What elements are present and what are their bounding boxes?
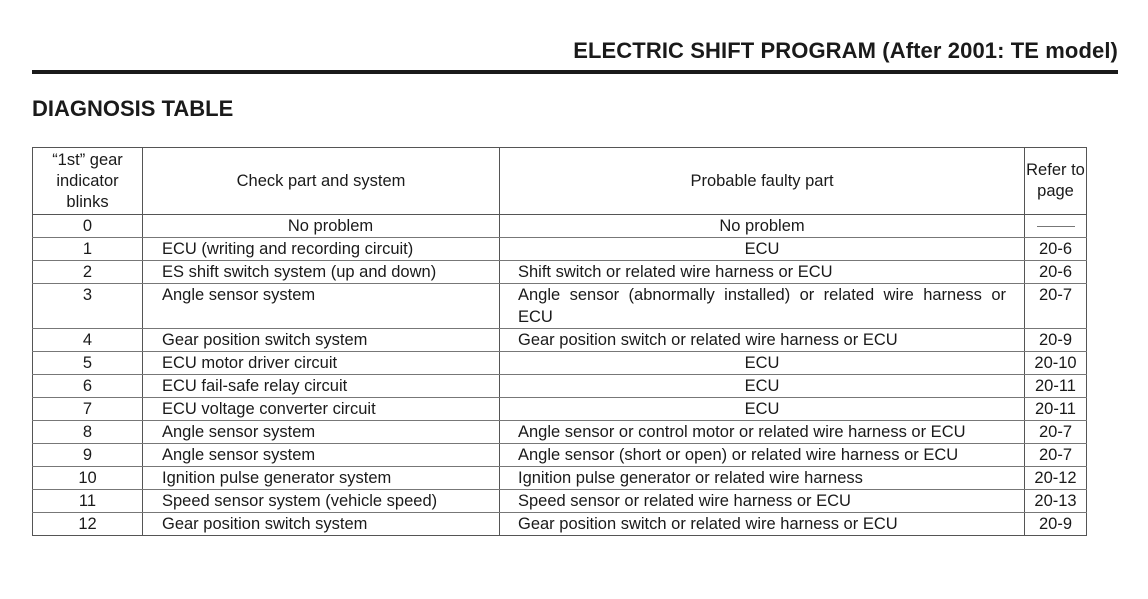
- table-row: [33, 398, 1087, 421]
- refer-page: 20-11: [1025, 398, 1087, 421]
- blink-count: 9: [33, 444, 143, 467]
- blink-count: 11: [33, 490, 143, 513]
- check-part: ECU (writing and recording circuit): [143, 238, 500, 261]
- refer-page: 20-6: [1025, 261, 1087, 284]
- blink-count: 7: [33, 398, 143, 421]
- faulty-part: ECU: [500, 398, 1025, 421]
- table-row: [33, 352, 1087, 375]
- table-row: [33, 284, 1087, 329]
- refer-page: 20-7: [1025, 421, 1087, 444]
- refer-page: 20-10: [1025, 352, 1087, 375]
- table-row: [33, 215, 1087, 238]
- faulty-part: Gear position switch or related wire harness or ECU: [500, 513, 1025, 536]
- blink-count: 0: [33, 215, 143, 238]
- check-part: Gear position switch system: [143, 513, 500, 536]
- check-part: Angle sensor system: [143, 444, 500, 467]
- check-part: ECU fail-safe relay circuit: [143, 375, 500, 398]
- refer-page: 20-11: [1025, 375, 1087, 398]
- blink-count: 8: [33, 421, 143, 444]
- diagnosis-table: [32, 147, 1087, 536]
- refer-page: 20-13: [1025, 490, 1087, 513]
- col-header-page: Refer to page: [1025, 148, 1087, 215]
- check-part: No problem: [143, 215, 500, 238]
- refer-page: 20-9: [1025, 513, 1087, 536]
- page-header-title: ELECTRIC SHIFT PROGRAM (After 2001: TE model): [573, 38, 1118, 63]
- col-header-blinks: “1st” gear indicator blinks: [33, 148, 143, 215]
- check-part: ES shift switch system (up and down): [143, 261, 500, 284]
- refer-page: 20-9: [1025, 329, 1087, 352]
- table-row: [33, 490, 1087, 513]
- faulty-part: Shift switch or related wire harness or ECU: [500, 261, 1025, 284]
- faulty-part: Speed sensor or related wire harness or ECU: [500, 490, 1025, 513]
- check-part: Angle sensor system: [143, 284, 500, 329]
- faulty-part: Ignition pulse generator or related wire harness: [500, 467, 1025, 490]
- table-row: [33, 375, 1087, 398]
- faulty-part: Gear position switch or related wire harness or ECU: [500, 329, 1025, 352]
- table-row: [33, 444, 1087, 467]
- check-part: Speed sensor system (vehicle speed): [143, 490, 500, 513]
- faulty-part: Angle sensor (short or open) or related wire harness or ECU: [500, 444, 1025, 467]
- blink-count: 2: [33, 261, 143, 284]
- table-row: [33, 329, 1087, 352]
- refer-page: 20-12: [1025, 467, 1087, 490]
- check-part: ECU motor driver circuit: [143, 352, 500, 375]
- col-header-check: Check part and system: [143, 148, 500, 215]
- table-row: [33, 421, 1087, 444]
- refer-page: 20-7: [1025, 284, 1087, 329]
- refer-page: [1025, 215, 1087, 238]
- faulty-part: No problem: [500, 215, 1025, 238]
- check-part: Gear position switch system: [143, 329, 500, 352]
- check-part: Ignition pulse generator system: [143, 467, 500, 490]
- col-header-fault: Probable faulty part: [500, 148, 1025, 215]
- check-part: ECU voltage converter circuit: [143, 398, 500, 421]
- blink-count: 10: [33, 467, 143, 490]
- blink-count: 4: [33, 329, 143, 352]
- faulty-part: ECU: [500, 375, 1025, 398]
- section-title: DIAGNOSIS TABLE: [32, 96, 234, 121]
- blink-count: 5: [33, 352, 143, 375]
- table-row: [33, 238, 1087, 261]
- faulty-part: Angle sensor or control motor or related wire harness or ECU: [500, 421, 1025, 444]
- table-row: [33, 261, 1087, 284]
- table-row: [33, 467, 1087, 490]
- faulty-part: ECU: [500, 238, 1025, 261]
- refer-page: 20-7: [1025, 444, 1087, 467]
- faulty-part: Angle sensor (abnormally installed) or related wire harness or ECU: [500, 284, 1025, 329]
- header-rule: [32, 70, 1118, 74]
- refer-page: 20-6: [1025, 238, 1087, 261]
- blink-count: 1: [33, 238, 143, 261]
- blink-count: 3: [33, 284, 143, 329]
- faulty-part: ECU: [500, 352, 1025, 375]
- table-header-row: [33, 148, 1087, 215]
- dash-mark: [1037, 226, 1075, 227]
- blink-count: 6: [33, 375, 143, 398]
- check-part: Angle sensor system: [143, 421, 500, 444]
- blink-count: 12: [33, 513, 143, 536]
- table-row: [33, 513, 1087, 536]
